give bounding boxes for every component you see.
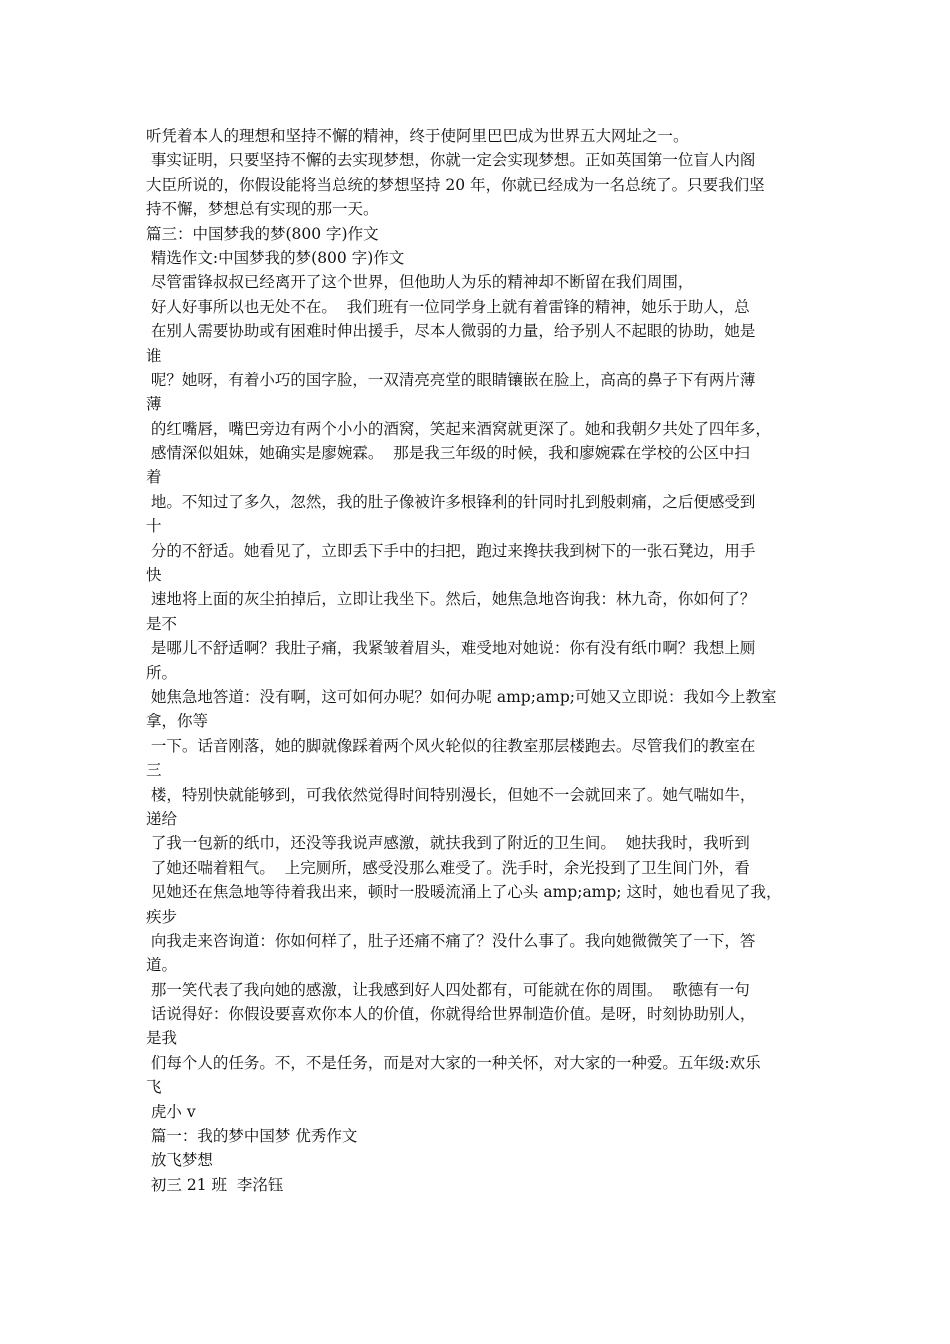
text-line: 三: [146, 761, 162, 780]
text-line: 感情深似姐妹，她确实是廖婉霖。 那是我三年级的时候，我和廖婉霖在学校的公区中扫: [146, 444, 750, 463]
text-line: 虎小 v: [146, 1102, 196, 1121]
text-line: 道。: [146, 956, 178, 975]
text-line: 疾步: [146, 907, 178, 926]
text-line: 精选作文:中国梦我的梦(800 字)作文: [146, 248, 405, 267]
text-line: 着: [146, 468, 162, 487]
text-line: 在别人需要协助或有困难时伸出援手，尽本人微弱的力量，给予别人不起眼的协助，她是: [146, 322, 756, 341]
text-line: 好人好事所以也无处不在。 我们班有一位同学身上就有着雷锋的精神，她乐于助人，总: [146, 297, 750, 316]
text-line: 薄: [146, 395, 162, 414]
text-line: 是哪儿不舒适啊？我肚子痛，我紧皱着眉头，难受地对她说：你有没有纸巾啊？我想上厕: [146, 639, 756, 658]
text-line: 尽管雷锋叔叔已经离开了这个世界，但他助人为乐的精神却不断留在我们周围，: [146, 273, 694, 292]
text-line: 地。不知过了多久，忽然，我的肚子像被许多根锋利的针同时扎到般刺痛，之后便感受到: [146, 492, 756, 511]
text-line: 分的不舒适。她看见了，立即丢下手中的扫把，跑过来搀扶我到树下的一张石凳边，用手: [146, 541, 756, 560]
text-line: 们每个人的任务。不，不是任务，而是对大家的一种关怀，对大家的一种爱。五年级:欢乐: [146, 1053, 761, 1072]
text-line: 篇一：我的梦中国梦 优秀作文: [146, 1127, 358, 1146]
text-line: 呢？她呀，有着小巧的国字脸，一双清亮亮堂的眼睛镶嵌在脸上，高高的鼻子下有两片薄: [146, 370, 756, 389]
text-line: 递给: [146, 809, 178, 828]
text-line: 是不: [146, 614, 178, 633]
text-line: 谁: [146, 346, 162, 365]
text-line: 话说得好：你假设要喜欢你本人的价值，你就得给世界制造价值。是呀，时刻协助别人，: [146, 1005, 756, 1024]
text-line: 听凭着本人的理想和坚持不懈的精神，终于使阿里巴巴成为世界五大网址之一。: [146, 127, 689, 145]
text-line: 速地将上面的灰尘拍掉后，立即让我坐下。然后，她焦急地咨询我：林九奇，你如何了？: [146, 590, 756, 609]
text-line: 拿，你等: [146, 712, 209, 731]
document-body: [146, 124, 826, 1197]
text-line: 了我一包新的纸巾，还没等我说声感激，就扶我到了附近的卫生间。 她扶我时，我听到: [146, 834, 750, 853]
text-line: 大臣所说的，你假设能将当总统的梦想坚持 20 年，你就已经成为一名总统了。只要我们坚: [146, 175, 765, 194]
text-line: 初三 21 班 李洺钰: [146, 1175, 284, 1194]
text-line: 飞: [146, 1078, 162, 1097]
text-line: 十: [146, 517, 162, 536]
text-line: 见她还在焦急地等待着我出来，顿时一股暖流涌上了心头 amp;amp; 这时，她也看见了我，: [146, 883, 782, 902]
text-line: 快: [146, 566, 162, 585]
text-line: 事实证明，只要坚持不懈的去实现梦想，你就一定会实现梦想。正如英国第一位盲人内阁: [146, 151, 756, 170]
text-line: 是我: [146, 1029, 178, 1048]
text-line: 那一笑代表了我向她的感激，让我感到好人四处都有，可能就在你的周围。 歌德有一句: [146, 980, 750, 999]
text-line: 所。: [146, 663, 178, 682]
text-line: 楼，特别快就能够到，可我依然觉得时间特别漫长，但她不一会就回来了。她气喘如牛，: [146, 785, 756, 804]
text-line: 持不懈，梦想总有实现的那一天。: [146, 200, 379, 219]
text-line: 的红嘴唇，嘴巴旁边有两个小小的酒窝，笑起来酒窝就更深了。她和我朝夕共处了四年多，: [146, 419, 771, 438]
text-line: 篇三：中国梦我的梦(800 字)作文: [146, 224, 379, 243]
text-line: 一下。话音刚落，她的脚就像踩着两个风火轮似的往教室那层楼跑去。尽管我们的教室在: [146, 736, 756, 755]
text-line: 向我走来咨询道：你如何样了，肚子还痛不痛了？没什么事了。我向她微微笑了一下，答: [146, 931, 756, 950]
text-line: 了她还喘着粗气。 上完厕所，感受没那么难受了。洗手时，余光投到了卫生间门外，看: [146, 858, 750, 877]
text-line: 放飞梦想: [146, 1151, 213, 1170]
text-line: 她焦急地答道：没有啊，这可如何办呢？如何办呢 amp;amp;可她又立即说：我如今上教室: [146, 687, 777, 706]
